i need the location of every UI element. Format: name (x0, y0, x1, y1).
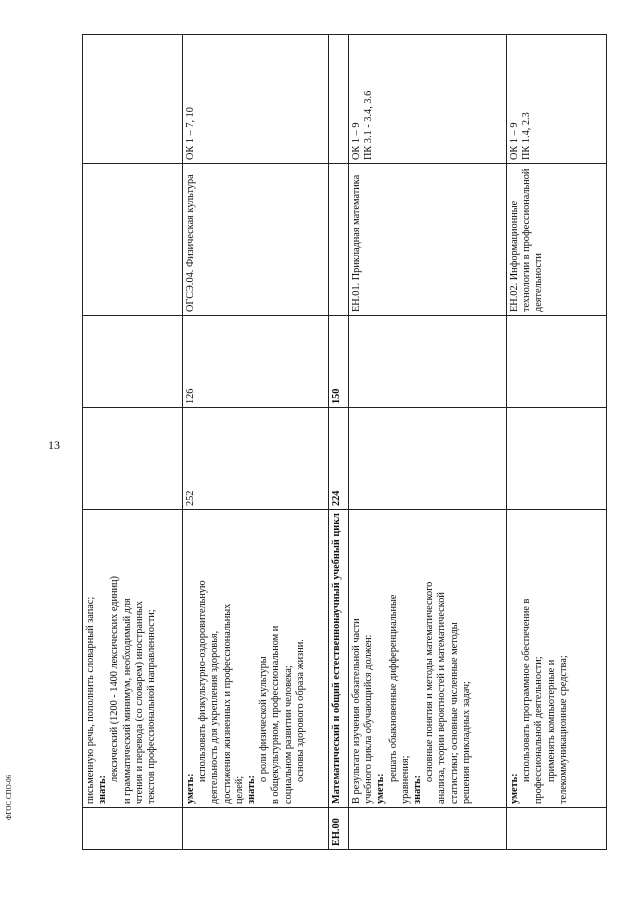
document-footer: ФГОС СПО-06 (5, 774, 13, 820)
content-line: уметь: (185, 773, 196, 804)
cell-content (329, 510, 349, 808)
cell-discipline: ЕН.02. Информационные технологии в профессиональной деятельности (507, 164, 607, 316)
content-line: знать: (246, 775, 258, 804)
content-line: решения прикладных задач; (460, 681, 472, 804)
content-line: деятельность для укрепления здоровья, (209, 630, 221, 804)
rotated-table-container (82, 35, 606, 850)
cell-class-hours (83, 316, 183, 408)
cell-total-hours (83, 408, 183, 510)
content-line: в общекультурном, профессиональном и (270, 625, 282, 804)
content-line: учебного цикла обучающийся должен: (363, 634, 375, 804)
content-line: основные понятия и методы математического (424, 581, 436, 782)
content-line: уметь: (375, 773, 387, 804)
content-line: использовать физкультурно-оздоровительную (197, 580, 209, 782)
content-line: В результате изучения обязательной части (351, 618, 362, 804)
cell-class-hours (349, 316, 507, 408)
cell-content (349, 510, 507, 808)
table-row (507, 35, 607, 850)
cell-class-hours: 126 (183, 316, 329, 408)
cell-index: ЕН.00 (329, 808, 349, 850)
content-line: использовать программное обеспечение в (521, 598, 533, 782)
content-line: знать: (97, 775, 109, 804)
cell-index (83, 808, 183, 850)
content-line: уметь: (509, 773, 520, 804)
cell-content (83, 510, 183, 808)
cell-competencies (329, 35, 349, 164)
cell-class-hours: 150 (329, 316, 349, 408)
table-row (349, 35, 507, 850)
cell-index (507, 808, 607, 850)
content-line: социальном развитии человека; (282, 665, 294, 804)
page-number: 13 (48, 438, 60, 452)
cell-total-hours: 224 (329, 408, 349, 510)
content-line: лексический (1200 - 1400 лексических единиц) (109, 576, 121, 782)
content-line: Математический и общий естественнонаучный учебный цикл (331, 513, 342, 804)
curriculum-table (82, 34, 607, 850)
cell-total-hours (349, 408, 507, 510)
cell-content (507, 510, 607, 808)
cell-total-hours: 252 (183, 408, 329, 510)
cell-index (349, 808, 507, 850)
cell-discipline: ОГСЭ.04. Физическая культура (183, 164, 329, 316)
cell-discipline (83, 164, 183, 316)
cell-index (183, 808, 329, 850)
cell-competencies: ОК 1 – 9 ПК 1.4, 2.3 (507, 35, 607, 164)
cell-content (183, 510, 329, 808)
content-line: целей; (233, 775, 245, 804)
content-line: применять компьютерные и (545, 659, 557, 782)
cell-competencies (83, 35, 183, 164)
content-line: письменную речь, пополнить словарный запас; (85, 596, 96, 804)
content-line: о роли физической культуры (258, 656, 270, 782)
table-row (183, 35, 329, 850)
content-line: и грамматический минимум, необходимый для (121, 598, 133, 804)
content-line: чтения и перевода (со словарем) иностранных (133, 600, 145, 804)
table-row (329, 35, 349, 850)
table-body (83, 35, 607, 850)
content-line: решать обыкновенные дифференциальные (387, 594, 399, 782)
cell-total-hours (507, 408, 607, 510)
cell-competencies: ОК 1 – 7, 10 (183, 35, 329, 164)
cell-class-hours (507, 316, 607, 408)
content-line: основы здорового образа жизни. (294, 639, 306, 782)
content-line: статистики; основные численные методы (448, 622, 460, 804)
content-line: уравнения; (399, 755, 411, 804)
content-line: профессиональной деятельности; (533, 656, 545, 804)
content-line: знать: (412, 775, 424, 804)
content-line: достижения жизненных и профессиональных (221, 603, 233, 804)
content-line: телекоммуникационные средства; (557, 655, 569, 804)
content-line: текстов профессиональной направленности; (146, 609, 158, 804)
table-row (83, 35, 183, 850)
cell-discipline: ЕН.01. Прикладная математика (349, 164, 507, 316)
content-line: анализа, теории вероятностей и математической (436, 592, 448, 804)
cell-discipline (329, 164, 349, 316)
cell-competencies: ОК 1 – 9 ПК 3.1 - 3.4, 3.6 (349, 35, 507, 164)
